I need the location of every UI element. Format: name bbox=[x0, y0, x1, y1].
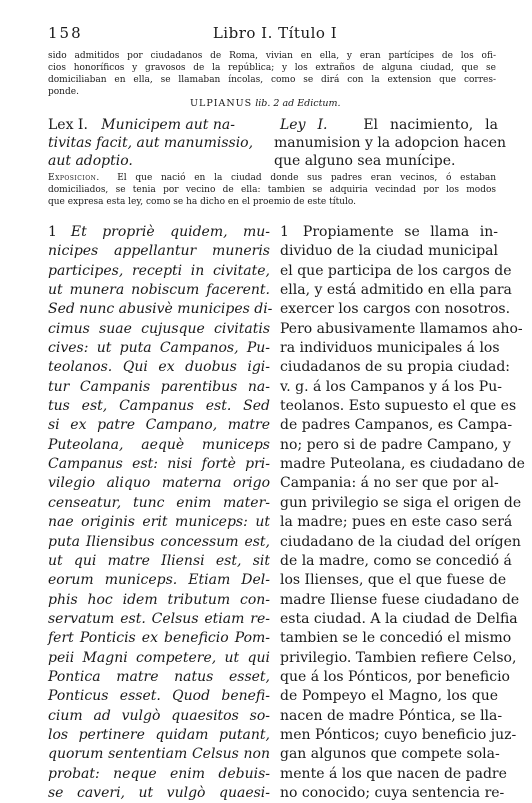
running-title: Libro I. Título I bbox=[212, 24, 338, 42]
text-line: cimus suae cujusque civitatis bbox=[48, 320, 270, 337]
text-line: ella, y está admitido en ella para bbox=[280, 282, 512, 299]
text-line: probat: neque enim debuis- bbox=[48, 765, 270, 782]
expositio-line: domiciliados, se tenia por vecino de ella: tambien se adquiria vecindad por los modos bbox=[48, 185, 496, 195]
note-continuation bbox=[48, 50, 496, 98]
text-line: puta Iliensibus concessum est, bbox=[48, 533, 270, 550]
text-line: dividuo de la ciudad municipal bbox=[280, 243, 498, 260]
latin-column bbox=[48, 223, 273, 803]
text-line: de la madre, como se concedió á bbox=[280, 552, 512, 569]
text-line: Campanus est: nisi fortè pri- bbox=[48, 456, 270, 473]
text-line: madre Puteolana, es ciudadano de bbox=[280, 456, 525, 473]
ley-heading-spanish bbox=[274, 116, 507, 170]
note-line: ponde. bbox=[48, 87, 79, 97]
paragraph-number: 1 bbox=[48, 224, 57, 240]
lex-number: Lex I. bbox=[48, 117, 88, 133]
note-line: sido admitidos por ciudadanos de Roma, vivian en ella, y eran partícipes de los ofi- bbox=[48, 51, 496, 61]
text-line: de Pompeyo el Magno, los que bbox=[280, 688, 498, 705]
text-line: v. g. á los Campanos y á los Pu- bbox=[280, 378, 502, 395]
ley-number: Ley I. bbox=[280, 117, 328, 133]
page-number: 158 bbox=[48, 24, 83, 42]
text-line: Pontica matre natus esset, bbox=[48, 668, 270, 685]
text-line: censeatur, tunc enim mater- bbox=[48, 494, 270, 511]
text-line: cium ad vulgò quaesitos so- bbox=[48, 707, 270, 724]
line-text: Et propriè quidem, mu- bbox=[70, 224, 270, 240]
ley-line: El nacimiento, la bbox=[363, 117, 498, 133]
text-line: tur Campanis parentibus na- bbox=[48, 378, 270, 395]
author-name: ULPIANUS bbox=[190, 98, 253, 109]
text-line: men Pónticos; cuyo beneficio juz- bbox=[280, 726, 517, 743]
text-line: eorum municeps. Etiam Del- bbox=[48, 572, 270, 589]
lex-line: Municipem aut na- bbox=[101, 117, 235, 133]
text-line: teolanos. Qui ex duobus igi- bbox=[48, 359, 270, 376]
note-line: cios honoríficos y gravosos de la república; y los extraños de alguna ciudad, que se bbox=[48, 63, 496, 73]
text-line: la madre; pues en este caso será bbox=[280, 514, 513, 531]
source-citation bbox=[190, 98, 490, 109]
text-line: de padres Campanos, es Campa- bbox=[280, 417, 513, 434]
text-line: gan algunos que compete sola- bbox=[280, 746, 500, 763]
text-line: fert Ponticis ex beneficio Pom- bbox=[48, 630, 270, 647]
text-line: nae originis erit municeps: ut bbox=[48, 514, 270, 531]
text-line: ciudadano de la ciudad del orígen bbox=[280, 533, 521, 550]
note-line: domiciliaban en ella, se llamaban íncolas, como se dirá con la extension que corres- bbox=[48, 75, 496, 85]
text-line: ut munera nobiscum facerent. bbox=[48, 282, 270, 299]
ley-line: manumision y la adopcion hacen bbox=[274, 135, 507, 151]
text-line bbox=[280, 223, 498, 242]
source-work: lib. 2 ad Edictum. bbox=[255, 98, 341, 109]
text-line: Campania: á no ser que por al- bbox=[280, 475, 499, 492]
expositio bbox=[48, 172, 496, 208]
text-line: participes, recepti in civitate, bbox=[48, 262, 270, 279]
lex-heading-latin bbox=[48, 116, 270, 170]
text-line: exercer los cargos con nosotros. bbox=[280, 301, 511, 318]
text-line: Pero abusivamente llamamos aho- bbox=[280, 320, 523, 337]
text-line: teolanos. Esto supuesto el que es bbox=[280, 398, 517, 415]
text-line: si ex patre Campano, matre bbox=[48, 417, 270, 434]
line-text: Propiamente se llama in- bbox=[302, 224, 498, 240]
paragraph-number: 1 bbox=[280, 224, 289, 240]
text-line: ra individuos municipales á los bbox=[280, 340, 500, 357]
text-line: no; pero si de padre Campano, y bbox=[280, 436, 511, 453]
text-line: ut qui matre Iliensi est, sit bbox=[48, 552, 270, 569]
text-line: nicipes appellantur muneris bbox=[48, 243, 270, 260]
text-line: ciudadanos de su propia ciudad: bbox=[280, 359, 511, 376]
text-line: gun privilegio se siga el origen de bbox=[280, 494, 522, 511]
text-line: Puteolana, aequè municeps bbox=[48, 436, 270, 453]
text-line: los Ilienses, que el que fuese de bbox=[280, 572, 507, 589]
text-line: nacen de madre Póntica, se lla- bbox=[280, 707, 503, 724]
text-line: mente á los que nacen de padre bbox=[280, 765, 507, 782]
expositio-label: Exposicion. bbox=[48, 173, 100, 183]
text-line bbox=[48, 223, 270, 242]
text-line: cives: ut puta Campanos, Pu- bbox=[48, 340, 270, 357]
text-line: tus est, Campanus est. Sed bbox=[48, 398, 270, 415]
text-line: el que participa de los cargos de bbox=[280, 262, 512, 279]
expositio-line: que expresa esta ley, como se ha dicho en el proemio de este título. bbox=[48, 197, 356, 207]
text-line: Ponticus esset. Quod benefi- bbox=[48, 688, 270, 705]
text-line: quorum sententiam Celsus non bbox=[48, 746, 270, 763]
text-line: los pertinere quidam putant, bbox=[48, 726, 270, 743]
lex-line: aut adoptio. bbox=[48, 153, 133, 169]
ley-line: que alguno sea munícipe. bbox=[274, 153, 456, 169]
expositio-line: El que nació en la ciudad donde sus padres eran vecinos, ó estaban bbox=[117, 173, 496, 183]
text-line: phis hoc idem tributum con- bbox=[48, 591, 270, 608]
text-line: tambien se le concedió el mismo bbox=[280, 630, 512, 647]
spanish-column bbox=[280, 223, 525, 803]
text-line: vilegio aliquo materna origo bbox=[48, 475, 270, 492]
text-line: madre Iliense fuese ciudadano de bbox=[280, 591, 520, 608]
text-line: que á los Pónticos, por beneficio bbox=[280, 668, 510, 685]
text-line: servatum est. Celsus etiam re- bbox=[48, 610, 270, 627]
text-line: no conocido; cuya sentencia re- bbox=[280, 784, 505, 801]
text-line: Sed nunc abusivè municipes di- bbox=[48, 301, 273, 318]
text-line: esta ciudad. A la ciudad de Delfia bbox=[280, 610, 518, 627]
text-line: se caveri, ut vulgò quaesi- bbox=[48, 784, 270, 801]
lex-line: tivitas facit, aut manumissio, bbox=[48, 135, 254, 151]
text-line: peii Magni competere, ut qui bbox=[48, 649, 270, 666]
text-line: privilegio. Tambien refiere Celso, bbox=[280, 649, 517, 666]
